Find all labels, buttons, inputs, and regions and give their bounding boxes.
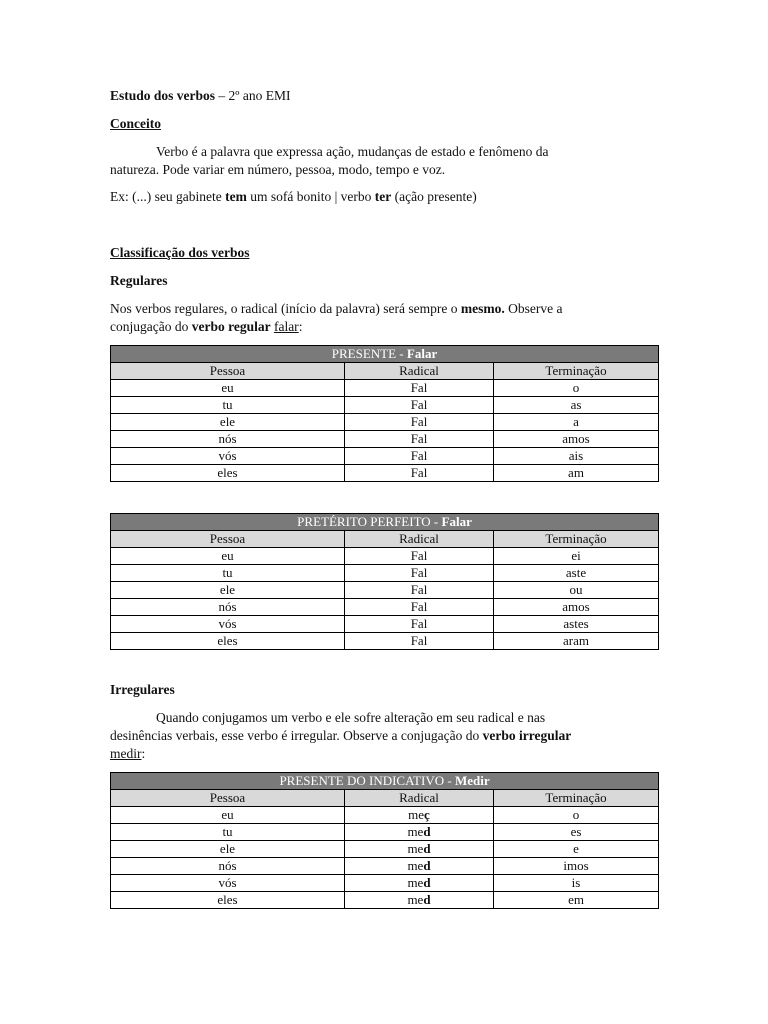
cell-terminacao: imos (494, 858, 659, 875)
table-row (111, 448, 659, 465)
cell-pessoa: eles (111, 633, 345, 650)
column-header-radical: Radical (345, 790, 494, 807)
table-row (111, 397, 659, 414)
column-header-pessoa: Pessoa (111, 531, 345, 548)
cell-radical: med (345, 841, 494, 858)
column-header-terminacao: Terminação (494, 363, 659, 380)
cell-radical: med (345, 858, 494, 875)
cell-terminacao: am (494, 465, 659, 482)
table-row (111, 633, 659, 650)
cell-radical: Fal (345, 380, 494, 397)
cell-radical: Fal (345, 599, 494, 616)
cell-terminacao: astes (494, 616, 659, 633)
cell-pessoa: ele (111, 414, 345, 431)
conceito-paragraph-line1: Verbo é a palavra que expressa ação, mudanças de estado e fenômeno da (156, 144, 549, 159)
cell-pessoa: vós (111, 448, 345, 465)
cell-terminacao: ais (494, 448, 659, 465)
cell-radical: Fal (345, 616, 494, 633)
cell-radical: Fal (345, 465, 494, 482)
cell-pessoa: nós (111, 599, 345, 616)
table-preterito-perfeito-falar (110, 513, 659, 650)
table-row (111, 858, 659, 875)
cell-terminacao: amos (494, 431, 659, 448)
cell-pessoa: tu (111, 565, 345, 582)
cell-radical: Fal (345, 548, 494, 565)
cell-terminacao: aste (494, 565, 659, 582)
cell-terminacao: as (494, 397, 659, 414)
column-header-pessoa: Pessoa (111, 363, 345, 380)
column-header-terminacao: Terminação (494, 531, 659, 548)
irregulares-heading: Irregulares (110, 682, 175, 697)
table-row (111, 841, 659, 858)
cell-pessoa: tu (111, 397, 345, 414)
conceito-heading: Conceito (110, 116, 161, 131)
cell-radical: Fal (345, 431, 494, 448)
table-title: PRESENTE DO INDICATIVO - Medir (111, 773, 659, 790)
table-row (111, 807, 659, 824)
cell-pessoa: ele (111, 582, 345, 599)
cell-terminacao: o (494, 807, 659, 824)
cell-radical: meç (345, 807, 494, 824)
table-row (111, 414, 659, 431)
cell-terminacao: aram (494, 633, 659, 650)
cell-pessoa: ele (111, 841, 345, 858)
cell-pessoa: eles (111, 892, 345, 909)
cell-radical: Fal (345, 633, 494, 650)
regulares-heading: Regulares (110, 273, 168, 288)
cell-radical: Fal (345, 565, 494, 582)
cell-radical: med (345, 824, 494, 841)
column-header-terminacao: Terminação (494, 790, 659, 807)
regulares-paragraph-line2: conjugação do verbo regular falar: (110, 319, 303, 334)
irregulares-paragraph-line2: desinências verbais, esse verbo é irregular. Observe a conjugação do verbo irregular (110, 728, 572, 743)
cell-terminacao: e (494, 841, 659, 858)
cell-terminacao: a (494, 414, 659, 431)
table-row (111, 616, 659, 633)
column-header-radical: Radical (345, 363, 494, 380)
conceito-paragraph-line2: natureza. Pode variar em número, pessoa, modo, tempo e voz. (110, 162, 446, 177)
cell-radical: Fal (345, 397, 494, 414)
cell-pessoa: vós (111, 875, 345, 892)
cell-terminacao: o (494, 380, 659, 397)
cell-terminacao: es (494, 824, 659, 841)
table-row (111, 431, 659, 448)
table-title: PRETÉRITO PERFEITO - Falar (111, 514, 659, 531)
document-title: Estudo dos verbos – 2º ano EMI (110, 88, 291, 103)
table-title: PRESENTE - Falar (111, 346, 659, 363)
table-row (111, 599, 659, 616)
cell-terminacao: is (494, 875, 659, 892)
table-row (111, 892, 659, 909)
cell-radical: Fal (345, 448, 494, 465)
cell-terminacao: ei (494, 548, 659, 565)
cell-pessoa: eu (111, 807, 345, 824)
table-row (111, 875, 659, 892)
cell-pessoa: eles (111, 465, 345, 482)
classificacao-heading: Classificação dos verbos (110, 245, 250, 260)
cell-terminacao: amos (494, 599, 659, 616)
table-row (111, 548, 659, 565)
cell-terminacao: ou (494, 582, 659, 599)
cell-pessoa: eu (111, 380, 345, 397)
table-row (111, 380, 659, 397)
cell-pessoa: eu (111, 548, 345, 565)
regulares-paragraph-line1: Nos verbos regulares, o radical (início da palavra) será sempre o mesmo. Observe a (110, 301, 563, 316)
cell-radical: med (345, 892, 494, 909)
irregulares-paragraph-line3: medir: (110, 746, 146, 761)
cell-radical: med (345, 875, 494, 892)
column-header-pessoa: Pessoa (111, 790, 345, 807)
table-row (111, 565, 659, 582)
cell-pessoa: vós (111, 616, 345, 633)
table-row (111, 582, 659, 599)
table-presente-indicativo-medir (110, 772, 659, 909)
table-row (111, 465, 659, 482)
example-line: Ex: (...) seu gabinete tem um sofá bonito | verbo ter (ação presente) (110, 189, 477, 204)
cell-pessoa: nós (111, 431, 345, 448)
cell-radical: Fal (345, 414, 494, 431)
column-header-radical: Radical (345, 531, 494, 548)
cell-pessoa: nós (111, 858, 345, 875)
table-row (111, 824, 659, 841)
cell-pessoa: tu (111, 824, 345, 841)
irregulares-paragraph-line1: Quando conjugamos um verbo e ele sofre alteração em seu radical e nas (156, 710, 546, 725)
cell-terminacao: em (494, 892, 659, 909)
cell-radical: Fal (345, 582, 494, 599)
table-presente-falar (110, 345, 659, 482)
